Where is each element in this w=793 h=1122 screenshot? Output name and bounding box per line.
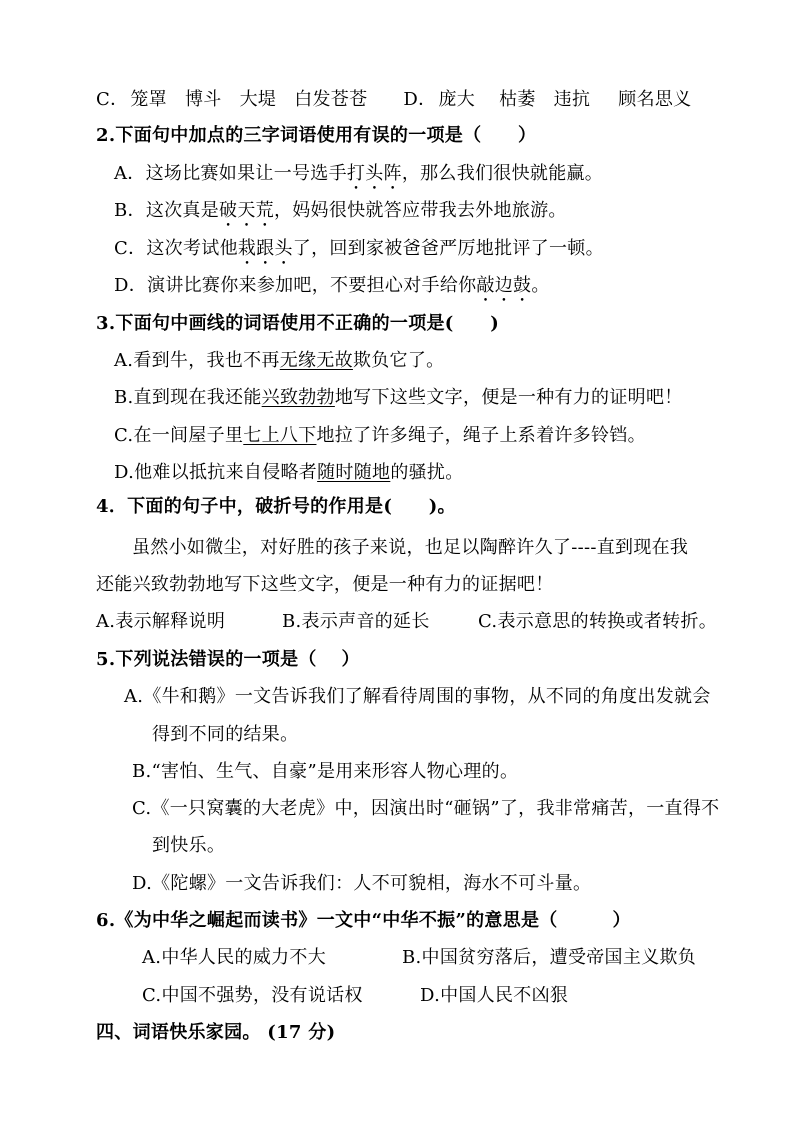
q3-option-b	[114, 386, 683, 410]
q2-d-dotted-word: 敲边鼓	[476, 275, 532, 296]
section-4-heading: 四、词语快乐家园。 (17 分)	[96, 1022, 336, 1043]
q5-option-c-line-1: C.《一只窝囊的大老虎》中，因演出时“砸锅”了，我非常痛苦，一直得不	[132, 798, 720, 819]
q3-c-text-end: 地拉了许多绳子，绳子上系着许多铃铛。	[316, 425, 646, 446]
q3-a-text-end: 欺负它了。	[352, 350, 445, 371]
q2-option-a	[114, 162, 603, 194]
q5-option-b: B.“害怕、生气、自豪”是用来形容人物心理的。	[132, 761, 519, 782]
q1-d-word: 违抗	[553, 89, 591, 110]
q6-option-a: A.中华人民的威力不大	[142, 947, 327, 968]
q3-option-d	[114, 461, 464, 485]
q3-b-text: B.直到现在我还能	[114, 387, 262, 408]
q6-stem: 6.《为中华之崛起而读书》一文中“中华不振”的意思是（ ）	[96, 910, 631, 931]
q1-option-d-label: D．	[403, 89, 437, 110]
q4-stem: 4．下面的句子中，破折号的作用是( )。	[96, 496, 456, 517]
q3-b-underlined-word: 兴致勃勃	[261, 387, 335, 408]
q4-passage-line-1: 虽然小如微尘，对好胜的孩子来说，也足以陶醉许久了----直到现在我	[132, 537, 689, 558]
q3-d-text-end: 的骚扰。	[390, 462, 464, 483]
q4-passage-line-2: 还能兴致勃勃地写下这些文字，便是一种有力的证据吧！	[96, 574, 554, 595]
q3-option-c	[114, 424, 646, 448]
q2-d-text: D．演讲比赛你来参加吧，不要担心对手给你	[114, 275, 477, 296]
q3-stem: 3.下面句中画线的词语使用不正确的一项是( )	[96, 313, 500, 334]
q5-option-a-line-1: A.《牛和鹅》一文告诉我们了解看待周围的事物，从不同的角度出发就会	[124, 686, 711, 707]
q1-c-word: 大堤	[239, 89, 277, 110]
q2-b-text-end: ，妈妈很快就答应带我去外地旅游。	[273, 200, 567, 221]
q5-option-a-line-2: 得到不同的结果。	[152, 724, 299, 745]
q3-option-a	[114, 349, 444, 373]
q3-d-text: D.他难以抵抗来自侵略者	[114, 462, 318, 483]
q6-option-c: C.中国不强势，没有说话权	[142, 985, 363, 1006]
q1-d-word: 庞大	[438, 89, 476, 110]
q2-b-dotted-word: 破天荒	[219, 200, 274, 221]
q2-stem: 2.下面句中加点的三字词语使用有误的一项是（ ）	[96, 125, 537, 146]
q2-a-dotted-word: 打头阵	[346, 163, 402, 184]
q4-option-c: C.表示意思的转换或者转折。	[478, 611, 718, 632]
q3-c-underlined-word: 七上八下	[243, 425, 317, 446]
q1-d-word: 枯萎	[499, 89, 536, 110]
q2-c-text: C．这次考试他	[114, 238, 238, 259]
q4-option-b: B.表示声音的延长	[282, 611, 430, 632]
q5-option-d: D.《陀螺》一文告诉我们：人不可貌相，海水不可斗量。	[132, 873, 592, 894]
q3-a-underlined-word: 无缘无故	[279, 350, 353, 371]
q1-c-word: 博斗	[184, 89, 222, 110]
q1-option-c-label: C．	[96, 89, 129, 110]
q2-c-text-end: 了，回到家被爸爸严厉地批评了一顿。	[292, 238, 604, 259]
q2-option-b	[114, 199, 567, 231]
q4-option-a: A.表示解释说明	[96, 611, 226, 632]
q2-option-c	[114, 237, 604, 269]
q2-b-text: B．这次真是	[114, 200, 220, 221]
q1-c-word: 白发苍苍	[294, 89, 368, 110]
q1-d-word: 顾名思义	[618, 89, 692, 110]
q5-stem: 5.下列说法错误的一项是（ ）	[96, 649, 360, 670]
q2-a-text: A．这场比赛如果让一号选手	[114, 163, 347, 184]
q3-b-text-end: 地写下这些文字，便是一种有力的证明吧！	[334, 387, 683, 408]
q3-d-underlined-word: 随时随地	[317, 462, 391, 483]
q2-a-text-end: ，那么我们很快就能赢。	[401, 163, 604, 184]
q1-c-word: 笼罩	[130, 89, 167, 110]
q5-option-c-line-2: 到快乐。	[152, 835, 226, 856]
q2-option-d	[114, 274, 550, 306]
q1-option-line	[96, 88, 691, 112]
q3-c-text: C.在一间屋子里	[114, 425, 244, 446]
q3-a-text: A.看到牛，我也不再	[114, 350, 280, 371]
q6-option-b: B.中国贫穷落后，遭受帝国主义欺负	[402, 947, 697, 968]
q2-d-text-end: 。	[531, 275, 550, 296]
q2-c-dotted-word: 栽跟头	[237, 238, 293, 259]
q6-option-d: D.中国人民不凶狠	[420, 985, 569, 1006]
